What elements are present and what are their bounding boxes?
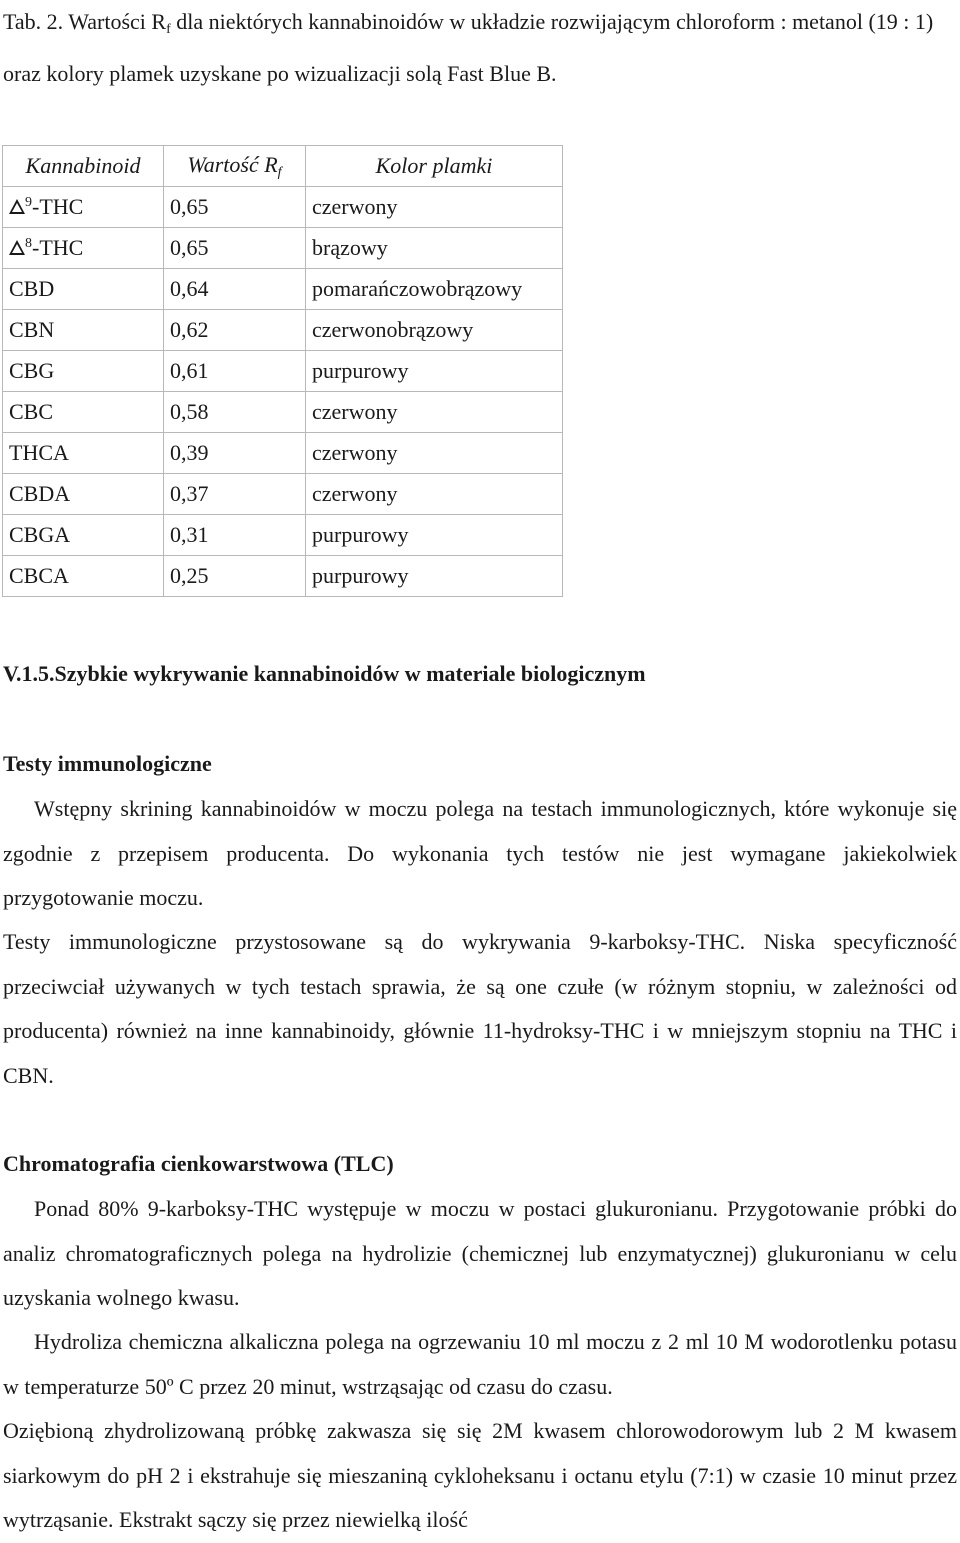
compound-name: CBN [9,317,55,342]
tlc-paragraph-1: Ponad 80% 9-karboksy-THC występuje w moczu w postaci glukuronianu. Przygotowanie próbki do analiz chromatograficznych polega na hydrolizie (chemicznej lub enzymatycznej) glukuronianu w celu uzyskania wolnego kwasu. [3,1196,957,1310]
header-rf-subscript: f [277,164,282,180]
compound-name: -THC [32,194,84,219]
header-rf-text: Wartość R [187,151,278,177]
cell-spot-color: czerwonobrązowy [306,310,563,351]
cell-cannabinoid [3,228,164,269]
header-spot-color: Kolor plamki [306,146,563,187]
cell-cannabinoid [3,351,164,392]
section-heading: V.1.5.Szybkie wykrywanie kannabinoidów w materiale biologicznym [3,661,646,686]
delta-position: 8 [25,236,32,251]
cell-spot-color: brązowy [306,228,563,269]
cell-spot-color: purpurowy [306,556,563,597]
compound-name: CBDA [9,481,71,506]
cell-spot-color: czerwony [306,433,563,474]
cell-cannabinoid [3,269,164,310]
compound-name: CBC [9,399,54,424]
cell-rf-value: 0,39 [164,433,306,474]
table-caption-text-a: Wartości R [63,9,167,34]
cell-spot-color: czerwony [306,187,563,228]
compound-name: CBCA [9,563,69,588]
table-caption [3,0,957,96]
cell-rf-value: 0,37 [164,474,306,515]
cell-rf-value: 0,61 [164,351,306,392]
cell-rf-value: 0,62 [164,310,306,351]
table-row [3,351,563,392]
delta-position: 9 [25,195,32,210]
compound-name: -THC [32,235,84,260]
compound-name: CBD [9,276,55,301]
immuno-paragraph-1: Wstępny skrining kannabinoidów w moczu polega na testach immunologicznych, które wykonuje się zgodnie z przepisem producenta. Do wykonania tych testów nie jest wymagane jakiekolwiek przygotowanie moczu. [3,796,957,910]
table-row [3,310,563,351]
compound-name: CBGA [9,522,71,547]
cell-rf-value: 0,65 [164,228,306,269]
cell-rf-value: 0,58 [164,392,306,433]
tlc-paragraph-2: Hydroliza chemiczna alkaliczna polega na ogrzewaniu 10 ml moczu z 2 ml 10 M wodorotlenku potasu w temperaturze 50º C przez 20 minut, wstrząsając od czasu do czasu. [3,1329,957,1399]
immuno-heading: Testy immunologiczne [3,751,212,776]
tlc-paragraph-3: Oziębioną zhydrolizowaną próbkę zakwasza się się 2M kwasem chlorowodorowym lub 2 M kwasem siarkowym do pH 2 i ekstrahuje się mieszaniną cykloheksanu i octanu etylu (7:1) w czasie 10 minut przez wytrząsanie. Ekstrakt sączy się przez niewielką ilość [3,1418,957,1532]
table-row [3,228,563,269]
cell-rf-value: 0,64 [164,269,306,310]
table-row [3,556,563,597]
compound-name: THCA [9,440,69,465]
cell-cannabinoid [3,392,164,433]
cell-spot-color: purpurowy [306,351,563,392]
rf-values-table [2,145,563,597]
table-caption-label: Tab. 2. [3,9,64,34]
delta-symbol-icon [9,199,25,214]
cell-rf-value: 0,31 [164,515,306,556]
cell-cannabinoid [3,515,164,556]
cell-cannabinoid [3,556,164,597]
header-rf-value [164,146,306,187]
cell-spot-color: pomarańczowobrązowy [306,269,563,310]
delta-symbol-icon [9,240,25,255]
cell-cannabinoid [3,474,164,515]
table-row [3,187,563,228]
compound-name: CBG [9,358,55,383]
table-header-row [3,146,563,187]
cell-cannabinoid [3,433,164,474]
immuno-paragraph-2: Testy immunologiczne przystosowane są do wykrywania 9-karboksy-THC. Niska specyficzność przeciwciał używanych w tych testach sprawia, że są one czułe (w różnym stopniu, w zależności od producenta) również na inne kannabinoidy, głównie 11-hydroksy-THC i w mniejszym stopniu na THC i CBN. [3,929,957,1088]
table-row [3,269,563,310]
table-row [3,392,563,433]
tlc-heading: Chromatografia cienkowarstwowa (TLC) [3,1151,394,1176]
cell-spot-color: czerwony [306,392,563,433]
cell-spot-color: czerwony [306,474,563,515]
table-row [3,474,563,515]
cell-cannabinoid [3,187,164,228]
cell-cannabinoid [3,310,164,351]
cell-spot-color: purpurowy [306,515,563,556]
cell-rf-value: 0,25 [164,556,306,597]
cell-rf-value: 0,65 [164,187,306,228]
table-row [3,515,563,556]
header-cannabinoid: Kannabinoid [3,146,164,187]
table-caption-subscript: f [166,22,171,37]
table-caption-text-b: dla niektórych kannabinoidów w układzie rozwijającym chloroform : metanol (19 : 1) oraz kolory plamek uzyskane po wizualizacji solą Fast Blue B. [3,9,934,86]
table-row [3,433,563,474]
